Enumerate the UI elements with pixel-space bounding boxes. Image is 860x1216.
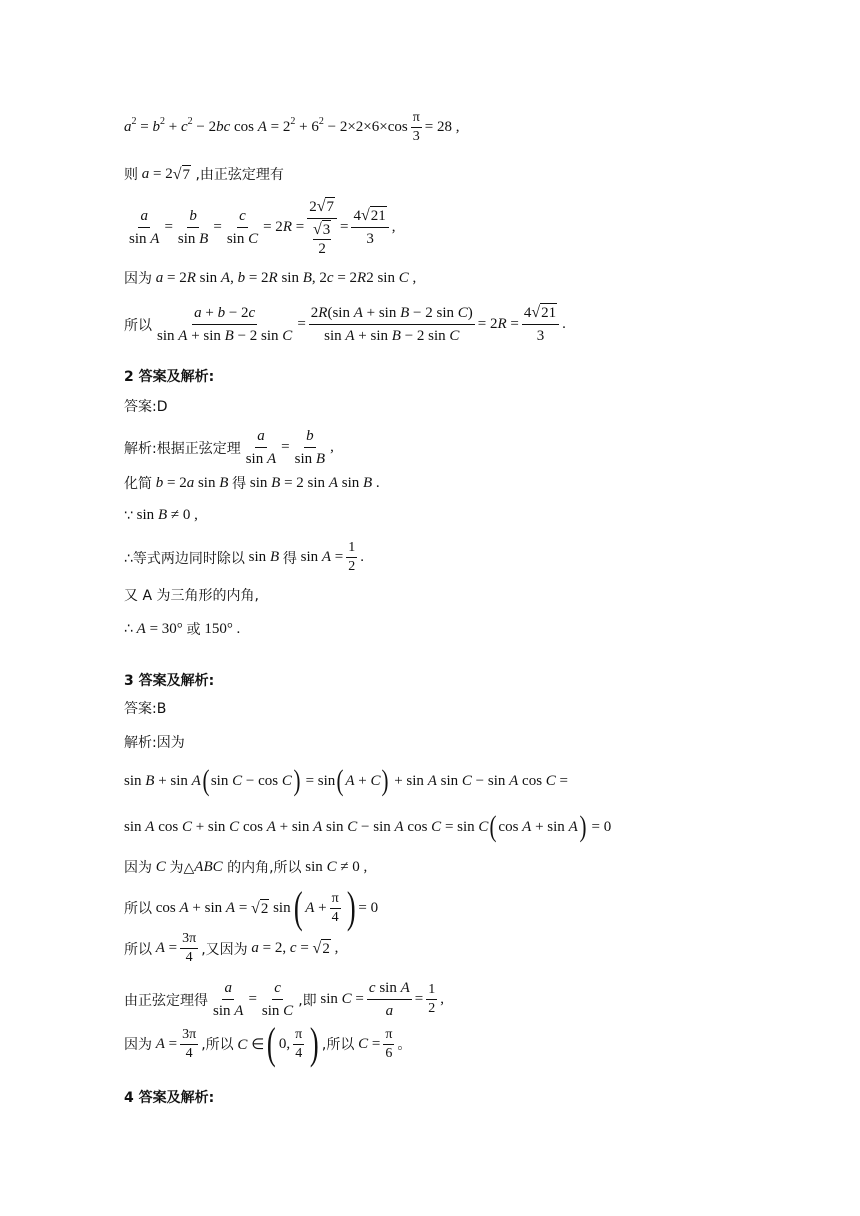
text-simplify: 化简 b = 2a sin B 得 sin B = 2 sin A sin B . xyxy=(124,474,380,492)
eq-c-result: 因为 A = $\frac{3\pi}{4}$ ,所以 C ∈ ( 0, $\frac{\pi}{4}$ ) ,所以 C = $\frac{\pi}{6}$ 。 xyxy=(124,1019,412,1068)
eq-final-ratio: 所以 $\frac{a + b - 2c}{\text{sin A + sin B − 2 sin C}}$ = $\frac{\text{2R(sin A + sin B − 2 sin C)}}{\text{sin A + sin B − 2 sin C}}$ = 2R = 4 √ 21 3 . xyxy=(124,304,566,344)
section-heading-3: 3 答案及解析: xyxy=(124,673,215,689)
text-c-interior: 因为 C 为△ ABC 的内角,所以 sin C ≠ 0 , xyxy=(124,858,368,876)
text-divide: ∴等式两边同时除以 sin B 得 sin A = $\frac{1}{2}$ . xyxy=(124,540,365,574)
answer-2: 答案:D xyxy=(124,399,168,415)
eq-sum-zero: 所以 cos A + sin A = √ 2 sin ( A + $\frac{\pi}{4}$ ) = 0 xyxy=(124,883,379,932)
text-because-3: 解析:因为 xyxy=(124,735,185,751)
eq-law-of-cosines: $a^2 = b^2 + c^2 - 2bc$ $\cos A = 2^2 + 6^2 - 2\times 2\times 6\times\cos$ $\frac{\pi}{3}$ = 28 , xyxy=(124,110,460,144)
section-heading-2: 2 答案及解析: xyxy=(124,369,215,385)
eq-a-value-3: 所以 A = $\frac{3\pi}{4}$ ,又因为 a = 2, c = √ 2 , xyxy=(124,931,339,965)
eq-law-of-sines: $\frac{a}{\text{sin A}}$ = $\frac{b}{\text{sin B}}$ = $\frac{c}{\text{sin C}}$ = 2R = 2 √ 7 √ 3 2 = 4 √ 21 3 , xyxy=(129,198,396,257)
eq-expand-1: sin B + sin A ( sin C − cos C ) = sin ( A + C ) + sin A sin C − sin A cos C = xyxy=(124,764,569,797)
eq-sine-rule-3: 由正弦定理得 $\frac{a}{\text{sin A}}$ = $\frac{c}{\text{sin C}}$ ,即 sin C = $\frac{\text{c sin A}}{a}$ = $\frac{1}{2}$ , xyxy=(124,980,444,1019)
text-because-a-2r: 因为 a = 2R sin A, b = 2R sin B, 2c = 2R2 sin C , xyxy=(124,269,417,287)
text-interior-angle: 又 A 为三角形的内角, xyxy=(124,588,259,604)
text-angle-result: ∴ A = 30° 或 150° . xyxy=(124,620,241,638)
text-sinb-nonzero: ∵ sin B ≠ 0 , xyxy=(124,507,198,524)
text-sine-rule-2: 解析:根据正弦定理 $\frac{a}{\text{sin A}}$ = $\frac{b}{\text{sin B}}$ , xyxy=(124,428,334,467)
text-a-value: 则 a = 2 √ 7 ,由正弦定理有 xyxy=(124,165,284,183)
eq-expand-2: sin A cos C + sin C cos A + sin A sin C − sin A cos C = sin C ( cos A + sin A ) = 0 xyxy=(124,810,612,843)
section-heading-4: 4 答案及解析: xyxy=(124,1090,215,1106)
answer-3: 答案:B xyxy=(124,701,167,717)
